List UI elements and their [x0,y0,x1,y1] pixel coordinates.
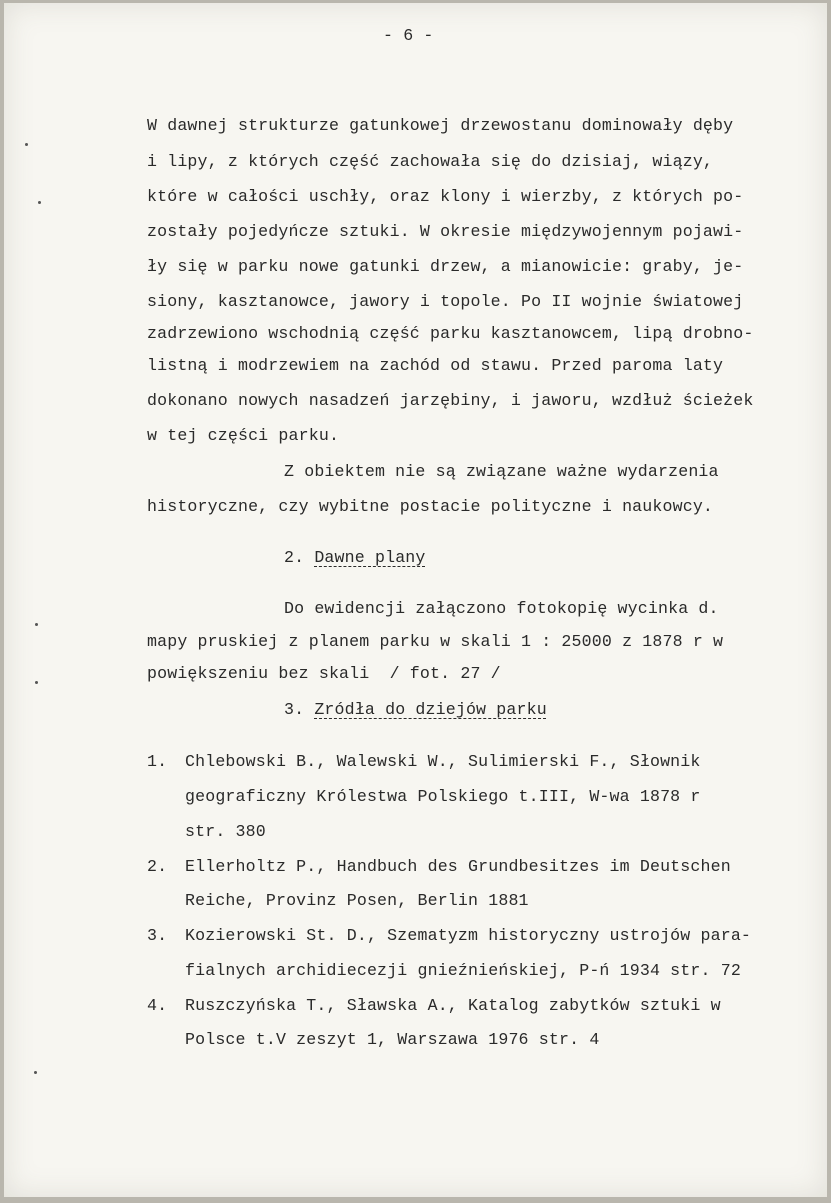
text-line: i lipy, z których część zachowała się do dzisiaj, wiązy, [147,152,714,171]
text-line: W dawnej strukturze gatunkowej drzewostanu dominowały dęby [147,116,734,135]
page-number: - 6 - [383,26,434,45]
text-line: siony, kasztanowce, jawory i topole. Po II wojnie światowej [147,292,744,311]
text-line: ły się w parku nowe gatunki drzew, a mianowicie: graby, je- [147,257,744,276]
text-line: powiększeniu bez skali / fot. 27 / [147,664,501,683]
text-line: Reiche, Provinz Posen, Berlin 1881 [185,891,529,910]
text-line: Kozierowski St. D., Szematyzm historyczny ustrojów para- [185,926,752,945]
text-line: Ruszczyńska T., Sławska A., Katalog zabytków sztuki w [185,996,721,1015]
text-line: zadrzewiono wschodnią część parku kasztanowcem, lipą drobno- [147,324,754,343]
text-line: str. 380 [185,822,266,841]
text-line: fialnych archidiecezji gnieźnieńskiej, P-ń 1934 str. 72 [185,961,741,980]
section-heading-old-plans [284,548,426,568]
section-number: 2. [284,548,305,567]
text-line: Z obiektem nie są związane ważne wydarzenia [284,462,719,481]
margin-dot [34,1071,37,1074]
margin-dot [35,623,38,626]
section-number: 3. [284,700,305,719]
source-number: 4. [147,996,168,1015]
text-line: zostały pojedyńcze sztuki. W okresie międzywojennym pojawi- [147,222,744,241]
section-title: Dawne plany [314,548,426,567]
text-line: dokonano nowych nasadzeń jarzębiny, i jaworu, wzdłuż ścieżek [147,391,754,410]
text-line: Chlebowski B., Walewski W., Sulimierski F., Słownik [185,752,701,771]
text-line: Do ewidencji załączono fotokopię wycinka d. [284,599,719,618]
text-line: Ellerholtz P., Handbuch des Grundbesitzes im Deutschen [185,857,731,876]
section-title: Zródła do dziejów parku [314,700,547,719]
text-line: które w całości uschły, oraz klony i wierzby, z których po- [147,187,744,206]
typewritten-page [4,3,827,1197]
margin-dot [35,681,38,684]
section-heading-sources [284,700,547,720]
text-line: geograficzny Królestwa Polskiego t.III, W-wa 1878 r [185,787,701,806]
text-line: historyczne, czy wybitne postacie polityczne i naukowcy. [147,497,714,516]
source-number: 1. [147,752,168,771]
text-line: Polsce t.V zeszyt 1, Warszawa 1976 str. 4 [185,1030,600,1049]
source-number: 2. [147,857,168,876]
margin-dot [25,143,28,146]
margin-dot [38,201,41,204]
text-line: listną i modrzewiem na zachód od stawu. Przed paroma laty [147,356,724,375]
text-line: w tej części parku. [147,426,340,445]
source-number: 3. [147,926,168,945]
text-line: mapy pruskiej z planem parku w skali 1 : 25000 z 1878 r w [147,632,724,651]
